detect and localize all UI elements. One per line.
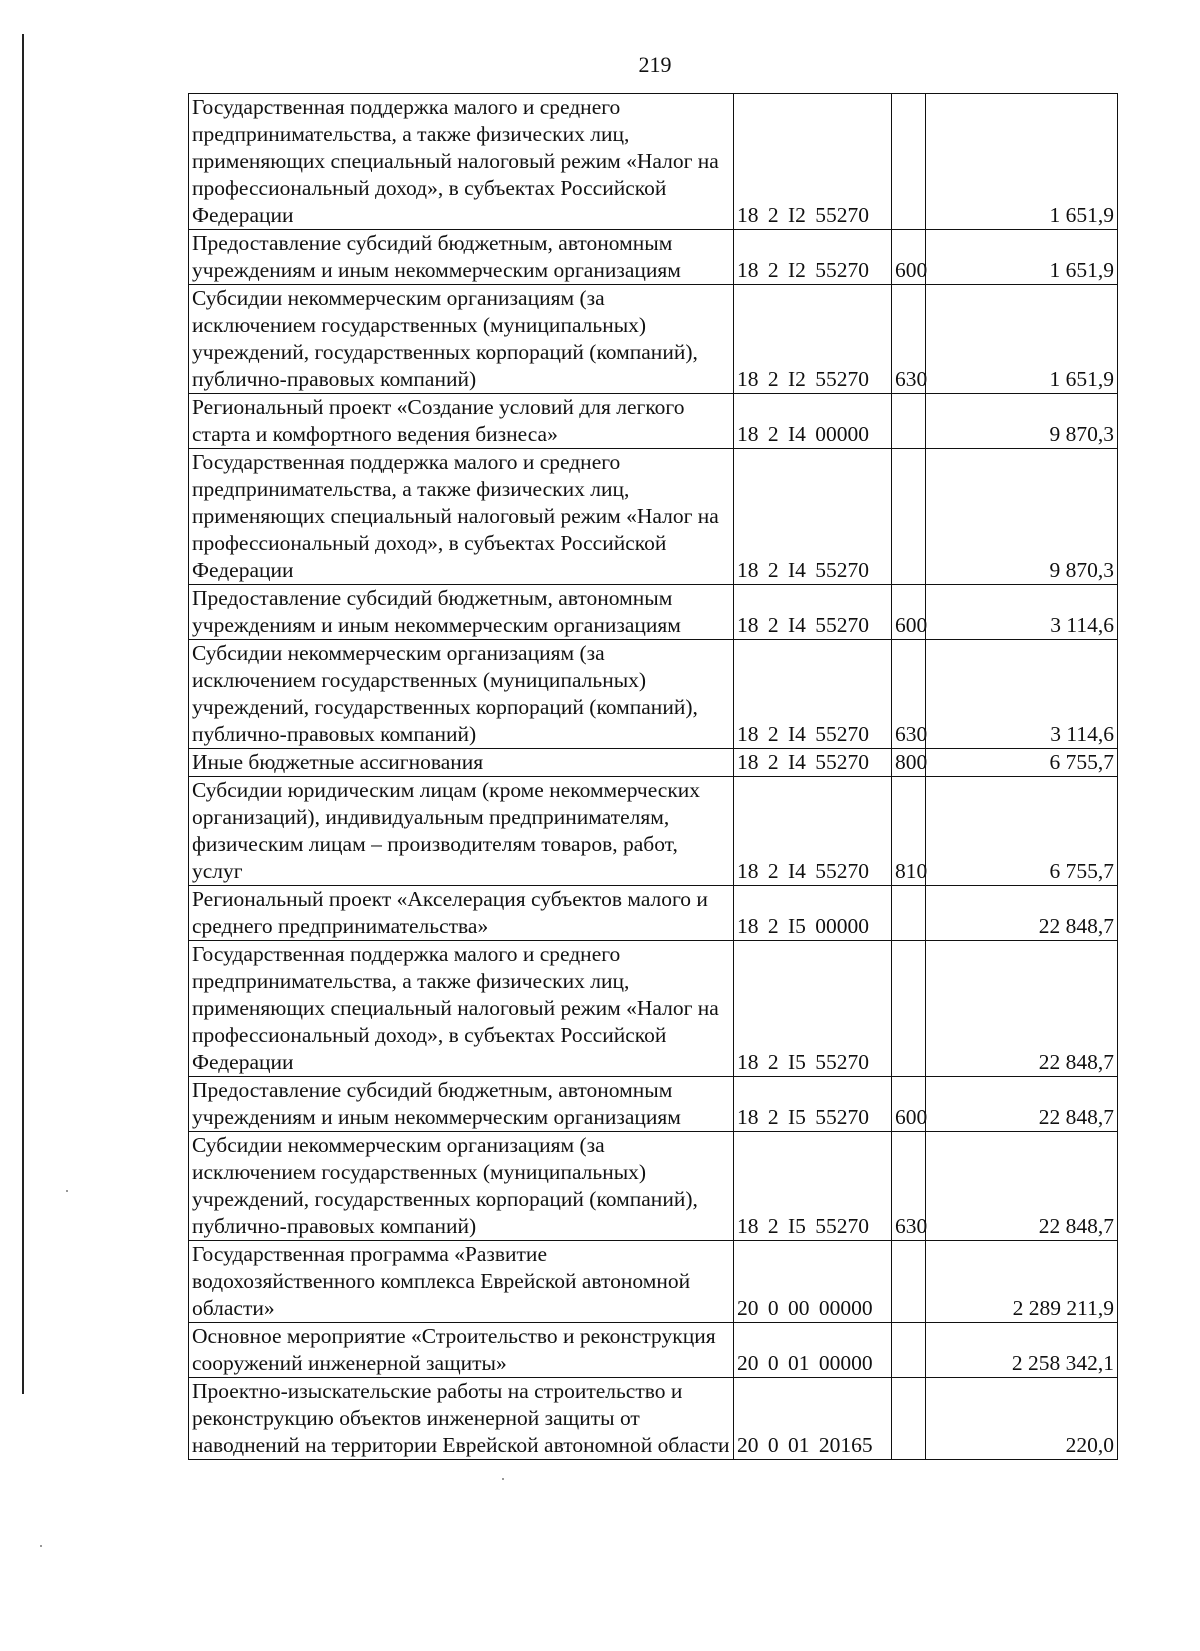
row-name: Государственная поддержка малого и среднего предпринимательства, а также физических лиц, применяющих специальный налоговый режим «Налог на профессиональный доход», в субъектах Российской Федерации xyxy=(189,449,734,585)
row-code: 18 2 I5 55270 xyxy=(734,1132,892,1241)
table-row xyxy=(189,886,1118,941)
table-row xyxy=(189,777,1118,886)
row-vr xyxy=(892,941,926,1077)
row-name: Предоставление субсидий бюджетным, автономным учреждениям и иным некоммерческим организациям xyxy=(189,585,734,640)
scan-speck xyxy=(66,1190,68,1192)
row-vr: 630 xyxy=(892,1132,926,1241)
table-row xyxy=(189,749,1118,777)
row-name: Государственная поддержка малого и среднего предпринимательства, а также физических лиц, применяющих специальный налоговый режим «Налог на профессиональный доход», в субъектах Российской Федерации xyxy=(189,941,734,1077)
row-name: Субсидии некоммерческим организациям (за исключением государственных (муниципальных) учреждений, государственных корпораций (компаний), публично-правовых компаний) xyxy=(189,285,734,394)
row-amount: 1 651,9 xyxy=(926,230,1118,285)
row-name: Проектно-изыскательские работы на строительство и реконструкцию объектов инженерной защиты от наводнений на территории Еврейской автономной области xyxy=(189,1378,734,1460)
row-name: Государственная поддержка малого и среднего предпринимательства, а также физических лиц, применяющих специальный налоговый режим «Налог на профессиональный доход», в субъектах Российской Федерации xyxy=(189,94,734,230)
table-row xyxy=(189,585,1118,640)
table-row xyxy=(189,941,1118,1077)
row-amount: 9 870,3 xyxy=(926,449,1118,585)
table-row xyxy=(189,1241,1118,1323)
row-code: 18 2 I5 55270 xyxy=(734,1077,892,1132)
row-vr: 630 xyxy=(892,285,926,394)
row-code: 20 0 01 20165 xyxy=(734,1378,892,1460)
row-code: 20 0 00 00000 xyxy=(734,1241,892,1323)
row-vr: 600 xyxy=(892,1077,926,1132)
row-code: 18 2 I4 55270 xyxy=(734,749,892,777)
row-name: Субсидии некоммерческим организациям (за исключением государственных (муниципальных) учреждений, государственных корпораций (компаний), публично-правовых компаний) xyxy=(189,1132,734,1241)
row-code: 18 2 I4 55270 xyxy=(734,449,892,585)
row-amount: 1 651,9 xyxy=(926,94,1118,230)
row-amount: 3 114,6 xyxy=(926,640,1118,749)
row-amount: 22 848,7 xyxy=(926,1132,1118,1241)
table-row xyxy=(189,1132,1118,1241)
row-amount: 3 114,6 xyxy=(926,585,1118,640)
row-code: 18 2 I5 00000 xyxy=(734,886,892,941)
row-code: 18 2 I4 55270 xyxy=(734,640,892,749)
row-amount: 6 755,7 xyxy=(926,777,1118,886)
row-amount: 2 289 211,9 xyxy=(926,1241,1118,1323)
budget-table-body xyxy=(189,94,1118,1460)
row-amount: 9 870,3 xyxy=(926,394,1118,449)
row-vr: 600 xyxy=(892,230,926,285)
row-code: 18 2 I4 00000 xyxy=(734,394,892,449)
row-name: Иные бюджетные ассигнования xyxy=(189,749,734,777)
row-vr xyxy=(892,394,926,449)
row-code: 18 2 I2 55270 xyxy=(734,230,892,285)
row-name: Субсидии некоммерческим организациям (за исключением государственных (муниципальных) учреждений, государственных корпораций (компаний), публично-правовых компаний) xyxy=(189,640,734,749)
row-name: Государственная программа «Развитие водохозяйственного комплекса Еврейской автономной области» xyxy=(189,1241,734,1323)
row-vr xyxy=(892,94,926,230)
row-vr: 800 xyxy=(892,749,926,777)
row-amount: 6 755,7 xyxy=(926,749,1118,777)
row-name: Предоставление субсидий бюджетным, автономным учреждениям и иным некоммерческим организациям xyxy=(189,1077,734,1132)
row-vr: 810 xyxy=(892,777,926,886)
row-vr xyxy=(892,1378,926,1460)
table-row xyxy=(189,1077,1118,1132)
table-row xyxy=(189,94,1118,230)
row-vr xyxy=(892,1241,926,1323)
row-name: Предоставление субсидий бюджетным, автономным учреждениям и иным некоммерческим организациям xyxy=(189,230,734,285)
row-amount: 2 258 342,1 xyxy=(926,1323,1118,1378)
scan-speck xyxy=(40,1545,42,1547)
row-code: 18 2 I4 55270 xyxy=(734,777,892,886)
row-name: Субсидии юридическим лицам (кроме некоммерческих организаций), индивидуальным предпринимателям, физическим лицам – производителям товаров, работ, услуг xyxy=(189,777,734,886)
scan-speck xyxy=(502,1478,504,1480)
page-number: 219 xyxy=(638,52,672,77)
row-code: 20 0 01 00000 xyxy=(734,1323,892,1378)
row-vr: 630 xyxy=(892,640,926,749)
row-code: 18 2 I5 55270 xyxy=(734,941,892,1077)
row-name: Основное мероприятие «Строительство и реконструкция сооружений инженерной защиты» xyxy=(189,1323,734,1378)
scan-edge-line xyxy=(22,34,24,1394)
row-amount: 22 848,7 xyxy=(926,886,1118,941)
row-amount: 22 848,7 xyxy=(926,1077,1118,1132)
table-row xyxy=(189,449,1118,585)
row-amount: 22 848,7 xyxy=(926,941,1118,1077)
table-row xyxy=(189,1378,1118,1460)
table-row xyxy=(189,285,1118,394)
row-code: 18 2 I2 55270 xyxy=(734,285,892,394)
row-vr: 600 xyxy=(892,585,926,640)
row-name: Региональный проект «Создание условий для легкого старта и комфортного ведения бизнеса» xyxy=(189,394,734,449)
table-row xyxy=(189,1323,1118,1378)
row-code: 18 2 I2 55270 xyxy=(734,94,892,230)
row-amount: 220,0 xyxy=(926,1378,1118,1460)
row-vr xyxy=(892,449,926,585)
table-row xyxy=(189,394,1118,449)
row-code: 18 2 I4 55270 xyxy=(734,585,892,640)
table-row xyxy=(189,640,1118,749)
row-name: Региональный проект «Акселерация субъектов малого и среднего предпринимательства» xyxy=(189,886,734,941)
row-amount: 1 651,9 xyxy=(926,285,1118,394)
row-vr xyxy=(892,1323,926,1378)
row-vr xyxy=(892,886,926,941)
table-row xyxy=(189,230,1118,285)
budget-table xyxy=(188,93,1118,1460)
